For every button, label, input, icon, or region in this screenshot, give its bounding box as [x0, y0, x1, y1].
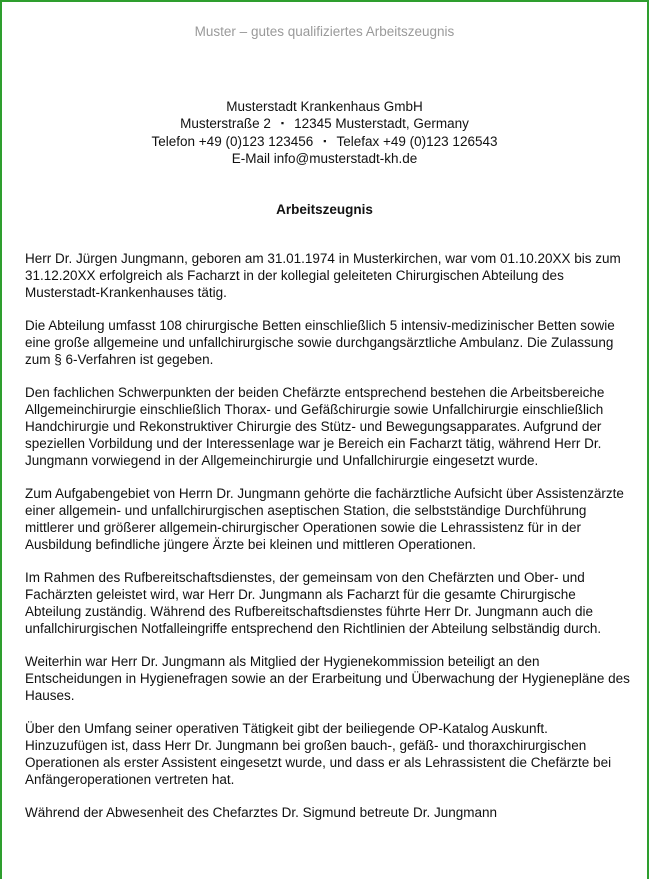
- contact-line: [2, 134, 647, 152]
- document-body: [25, 251, 633, 839]
- paragraph: Während der Abwesenheit des Chefarztes Dr. Sigmund betreute Dr. Jungmann: [25, 805, 498, 821]
- paragraph: Herr Dr. Jürgen Jungmann, geboren am 31.01.1974 in Musterkirchen, war vom 01.10.20XX bis zum 31.12.20XX erfolgreich als Facharzt in der kollegial geleiteten Chirurgischen Abteilung des Musterstadt-Krankenhauses tätig.: [25, 251, 621, 300]
- paragraph: Weiterhin war Herr Dr. Jungmann als Mitglied der Hygienekommission beteiligt an den Entscheidungen in Hygienefragen sowie an der Erarbeitung und Überwachung der Hygienepläne des Hauses.: [25, 654, 630, 703]
- email-address: E-Mail info@musterstadt-kh.de: [231, 151, 418, 167]
- street-address: Musterstraße 2: [180, 115, 271, 131]
- paragraph: Den fachlichen Schwerpunkten der beiden Chefärzte entsprechend bestehen die Arbeitsbereiche Allgemeinchirurgie einschließlich Thorax- und Gefäßchirurgie sowie Unfallchirurgie einschließlich Handchirurgie und Rekonstruktiver Chirurgie des Stütz- und Bewegungsapparates. Aufgrund der speziellen Vorbildung und der Interessenlage war je Bereich ein Facharzt tätig, während Herr Dr. Jungmann vorwiegend in der Allgemeinchirurgie und Unfallchirurgie eingesetzt wurde.: [25, 385, 605, 468]
- letterhead: [2, 99, 647, 168]
- address-line: [2, 116, 647, 134]
- fax-number: Telefax +49 (0)123 126543: [336, 133, 498, 149]
- paragraph: Über den Umfang seiner operativen Tätigkeit gibt der beiliegende OP-Katalog Auskunft. Hinzuzufügen ist, dass Herr Dr. Jungmann bei großen bauch-, gefäß- und thoraxchirurgischen Operationen als erster Assistent eingesetzt wurde, und dass er als Lehrassistent die Chefärzte bei Anfängeroperationen vertreten hat.: [25, 721, 612, 787]
- document-title: Arbeitszeugnis: [276, 202, 373, 217]
- bullet-separator: ▪: [323, 135, 327, 146]
- paragraph: Zum Aufgabengebiet von Herrn Dr. Jungmann gehörte die fachärztliche Aufsicht über Assistenzärzte einer allgemein- und unfallchirurgischen aseptischen Station, die selbstständige Durchführung mittlerer und größerer allgemein-chirurgischer Operationen sowie die Lehrassistenz für in der Ausbildung befindliche jüngere Ärzte bei kleinen und mittleren Operationen.: [25, 486, 624, 552]
- phone-number: Telefon +49 (0)123 123456: [151, 133, 314, 149]
- document-label: Muster – gutes qualifiziertes Arbeitszeugnis: [194, 24, 455, 39]
- city-address: 12345 Musterstadt, Germany: [294, 115, 469, 131]
- company-name: Musterstadt Krankenhaus GmbH: [226, 99, 423, 114]
- bullet-separator: ▪: [280, 117, 285, 128]
- paragraph: Die Abteilung umfasst 108 chirurgische Betten einschließlich 5 intensiv-medizinischer Betten sowie eine große allgemeine und unfallchirurgische sowie durchgangsärztliche Ambulanz. Die Zulassung zum § 6-Verfahren ist gegeben.: [25, 318, 615, 367]
- paragraph: Im Rahmen des Rufbereitschaftsdienstes, der gemeinsam von den Chefärzten und Ober- und Fachärzten geleistet wird, war Herr Dr. Jungmann als Facharzt für die gesamte Chirurgische Abteilung zuständig. Während des Rufbereitschaftsdienstes führte Herr Dr. Jungmann auch die unfallchirurgischen Notfalleingriffe entsprechend den Richtlinien der Abteilung selbständig durch.: [25, 570, 602, 636]
